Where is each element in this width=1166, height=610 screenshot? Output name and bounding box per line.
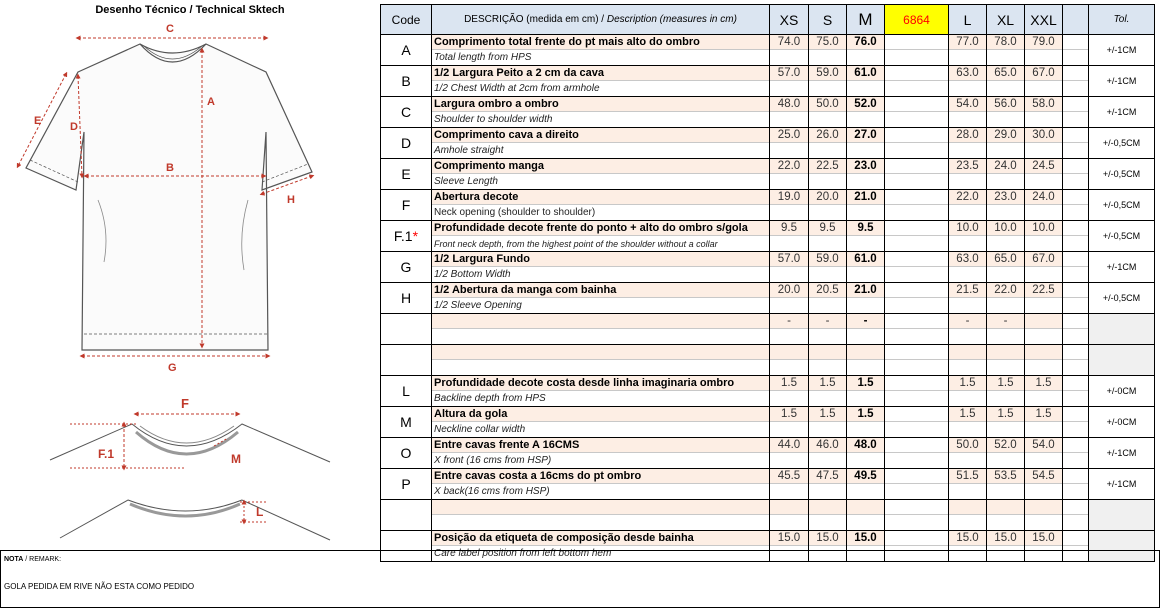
row-tolerance [1089, 500, 1155, 531]
value-cell-xxl: 24.5 [1025, 159, 1063, 190]
value-cell-s: 9.5 [809, 221, 847, 252]
value-cell-l: - [949, 314, 987, 345]
value-cell-blank [1063, 221, 1089, 252]
value-cell-style [885, 128, 949, 159]
value-cell-s: 47.5 [809, 469, 847, 500]
value-cell-style [885, 35, 949, 66]
value-cell-m: 1.5 [847, 376, 885, 407]
value-cell-s: - [809, 314, 847, 345]
row-description [432, 469, 770, 500]
value-cell-blank [1063, 252, 1089, 283]
value-cell-m: 48.0 [847, 438, 885, 469]
value-cell-style [885, 221, 949, 252]
value-cell-xl: 23.0 [987, 190, 1025, 221]
value-cell-blank [1063, 438, 1089, 469]
value-cell-s: 1.5 [809, 407, 847, 438]
row-tolerance: +/-0,5CM [1089, 128, 1155, 159]
description-en: X back(16 cms from HSP) [434, 486, 550, 497]
value-cell-xs: 74.0 [770, 35, 809, 66]
row-tolerance: +/-1CM [1089, 66, 1155, 97]
label-f: F [181, 396, 189, 411]
value-cell-xs [770, 345, 809, 376]
row-description [432, 500, 770, 531]
row-tolerance: +/-1CM [1089, 35, 1155, 66]
value-cell-xl: 15.0 [987, 531, 1025, 562]
row-description [432, 376, 770, 407]
value-cell-l: 54.0 [949, 97, 987, 128]
row-description [432, 283, 770, 314]
table-row [381, 252, 1155, 283]
description-en: Care label position from left bottom hem [434, 548, 612, 559]
row-tolerance: +/-0CM [1089, 376, 1155, 407]
header-size-xl: XL [987, 5, 1025, 35]
description-pt: Entre cavas costa a 16cms do pt ombro [432, 469, 769, 484]
row-description [432, 35, 770, 66]
value-cell-m: 52.0 [847, 97, 885, 128]
value-cell-s: 20.0 [809, 190, 847, 221]
value-cell-xl: - [987, 314, 1025, 345]
value-cell-s: 75.0 [809, 35, 847, 66]
row-description [432, 438, 770, 469]
value-cell-xl: 1.5 [987, 376, 1025, 407]
description-pt: Profundidade decote frente do ponto + alto do ombro s/gola [432, 221, 769, 236]
value-cell-xxl: 10.0 [1025, 221, 1063, 252]
value-cell-xxl: 24.0 [1025, 190, 1063, 221]
description-en: 1/2 Sleeve Opening [434, 300, 522, 311]
row-tolerance [1089, 345, 1155, 376]
description-en [432, 329, 769, 344]
value-cell-xxl [1025, 314, 1063, 345]
value-cell-style [885, 252, 949, 283]
row-code: P [381, 469, 432, 500]
description-en: Total length from HPS [434, 52, 532, 63]
table-row [381, 159, 1155, 190]
row-tolerance: +/-1CM [1089, 252, 1155, 283]
value-cell-xl: 52.0 [987, 438, 1025, 469]
value-cell-l: 77.0 [949, 35, 987, 66]
table-row [381, 35, 1155, 66]
description-pt: Posição da etiqueta de composição desde bainha [432, 531, 769, 546]
value-cell-style [885, 407, 949, 438]
table-row [381, 97, 1155, 128]
row-description [432, 345, 770, 376]
value-cell-xl: 29.0 [987, 128, 1025, 159]
value-cell-l: 51.5 [949, 469, 987, 500]
header-code: Code [381, 5, 432, 35]
value-cell-m: 9.5 [847, 221, 885, 252]
value-cell-m: 49.5 [847, 469, 885, 500]
row-code [381, 314, 432, 345]
value-cell-m: 27.0 [847, 128, 885, 159]
value-cell-xs: - [770, 314, 809, 345]
value-cell-xxl: 30.0 [1025, 128, 1063, 159]
row-code: O [381, 438, 432, 469]
value-cell-s: 46.0 [809, 438, 847, 469]
value-cell-s: 20.5 [809, 283, 847, 314]
tshirt-technical-sketch [0, 0, 380, 550]
value-cell-s: 59.0 [809, 66, 847, 97]
description-en: Neck opening (shoulder to shoulder) [434, 207, 596, 218]
header-size-xs: XS [770, 5, 809, 35]
table-row [381, 345, 1155, 376]
label-c: C [166, 23, 174, 35]
row-description [432, 128, 770, 159]
table-row [381, 283, 1155, 314]
table-row [381, 314, 1155, 345]
value-cell-m: - [847, 314, 885, 345]
table-row [381, 500, 1155, 531]
value-cell-blank [1063, 314, 1089, 345]
value-cell-blank [1063, 35, 1089, 66]
description-en: Neckline collar width [434, 424, 526, 435]
label-a: A [207, 96, 215, 108]
value-cell-xxl: 67.0 [1025, 66, 1063, 97]
description-en: 1/2 Bottom Width [434, 269, 511, 280]
value-cell-s [809, 500, 847, 531]
value-cell-xxl: 1.5 [1025, 376, 1063, 407]
value-cell-xxl: 79.0 [1025, 35, 1063, 66]
header-size-xxl: XXL [1025, 5, 1063, 35]
value-cell-m: 1.5 [847, 407, 885, 438]
description-pt [432, 314, 769, 329]
description-en [432, 360, 769, 375]
value-cell-style [885, 376, 949, 407]
value-cell-xxl: 1.5 [1025, 407, 1063, 438]
table-row [381, 221, 1155, 252]
row-code: A [381, 35, 432, 66]
tshirt-front-drawing [26, 44, 312, 350]
value-cell-m: 76.0 [847, 35, 885, 66]
value-cell-style [885, 190, 949, 221]
description-pt [432, 500, 769, 515]
header-size-s: S [809, 5, 847, 35]
value-cell-blank [1063, 469, 1089, 500]
value-cell-style [885, 314, 949, 345]
value-cell-blank [1063, 345, 1089, 376]
value-cell-xl: 56.0 [987, 97, 1025, 128]
label-b: B [166, 162, 174, 174]
row-description [432, 221, 770, 252]
value-cell-l: 23.5 [949, 159, 987, 190]
description-en: Amhole straight [434, 145, 504, 156]
table-row [381, 128, 1155, 159]
description-pt [432, 345, 769, 360]
value-cell-xs: 57.0 [770, 66, 809, 97]
header-blank [1063, 5, 1089, 35]
value-cell-l: 1.5 [949, 376, 987, 407]
table-row [381, 438, 1155, 469]
value-cell-l: 1.5 [949, 407, 987, 438]
description-pt: Comprimento manga [432, 159, 769, 174]
row-description [432, 314, 770, 345]
value-cell-style [885, 500, 949, 531]
description-en: X front (16 cms from HSP) [434, 455, 552, 466]
value-cell-xs: 22.0 [770, 159, 809, 190]
value-cell-m: 15.0 [847, 531, 885, 562]
description-en: Sleeve Length [434, 176, 498, 187]
value-cell-m: 21.0 [847, 283, 885, 314]
table-row [381, 376, 1155, 407]
row-code: F.1* [381, 221, 432, 252]
value-cell-xl: 65.0 [987, 252, 1025, 283]
measurement-spec-table [380, 4, 1155, 562]
header-description: DESCRIÇÃO (medida em cm) / Description (measures in cm) [432, 5, 770, 35]
value-cell-blank [1063, 159, 1089, 190]
value-cell-l: 63.0 [949, 66, 987, 97]
notes-text: GOLA PEDIDA EM RIVE NÃO ESTA COMO PEDIDO [4, 582, 195, 591]
value-cell-l: 28.0 [949, 128, 987, 159]
value-cell-blank [1063, 66, 1089, 97]
value-cell-blank [1063, 500, 1089, 531]
value-cell-xs: 19.0 [770, 190, 809, 221]
back-neck-detail-drawing [60, 500, 330, 540]
row-description [432, 159, 770, 190]
table-row [381, 407, 1155, 438]
value-cell-style [885, 159, 949, 190]
sketch-title: Desenho Técnico / Technical Sktech [95, 4, 285, 16]
value-cell-xl: 53.5 [987, 469, 1025, 500]
value-cell-xxl: 54.0 [1025, 438, 1063, 469]
label-f1: F.1 [98, 447, 115, 461]
value-cell-xxl [1025, 345, 1063, 376]
value-cell-m: 21.0 [847, 190, 885, 221]
value-cell-xl: 65.0 [987, 66, 1025, 97]
value-cell-l: 22.0 [949, 190, 987, 221]
value-cell-s: 15.0 [809, 531, 847, 562]
value-cell-xxl [1025, 500, 1063, 531]
value-cell-xxl: 22.5 [1025, 283, 1063, 314]
header-size-m: M [847, 5, 885, 35]
value-cell-xxl: 67.0 [1025, 252, 1063, 283]
value-cell-style [885, 66, 949, 97]
value-cell-xxl: 15.0 [1025, 531, 1063, 562]
row-code: D [381, 128, 432, 159]
description-pt: 1/2 Largura Fundo [432, 252, 769, 267]
description-pt: 1/2 Abertura da manga com bainha [432, 283, 769, 298]
value-cell-xs: 20.0 [770, 283, 809, 314]
value-cell-xxl: 54.5 [1025, 469, 1063, 500]
row-description [432, 252, 770, 283]
row-tolerance: +/-1CM [1089, 97, 1155, 128]
value-cell-m [847, 345, 885, 376]
description-pt: Largura ombro a ombro [432, 97, 769, 112]
value-cell-style [885, 97, 949, 128]
value-cell-l [949, 500, 987, 531]
value-cell-s: 50.0 [809, 97, 847, 128]
value-cell-l [949, 345, 987, 376]
table-row [381, 469, 1155, 500]
description-pt: Comprimento cava a direito [432, 128, 769, 143]
description-pt: Entre cavas frente A 16CMS [432, 438, 769, 453]
value-cell-m [847, 500, 885, 531]
value-cell-blank [1063, 283, 1089, 314]
row-tolerance: +/-0CM [1089, 407, 1155, 438]
value-cell-xs: 1.5 [770, 407, 809, 438]
row-code: H [381, 283, 432, 314]
label-e: E [34, 115, 42, 127]
value-cell-style [885, 283, 949, 314]
value-cell-m: 61.0 [847, 252, 885, 283]
description-pt: Altura da gola [432, 407, 769, 422]
description-pt: Abertura decote [432, 190, 769, 205]
table-header-row [381, 5, 1155, 35]
front-neck-detail-drawing [50, 424, 330, 462]
value-cell-xs: 1.5 [770, 376, 809, 407]
row-code: M [381, 407, 432, 438]
description-en: Backline depth from HPS [434, 393, 546, 404]
value-cell-style [885, 345, 949, 376]
label-h: H [287, 194, 295, 206]
value-cell-blank [1063, 128, 1089, 159]
value-cell-s: 22.5 [809, 159, 847, 190]
description-pt: Profundidade decote costa desde linha imaginaria ombro [432, 376, 769, 391]
table-row [381, 66, 1155, 97]
value-cell-m: 61.0 [847, 66, 885, 97]
header-tolerance: Tol. [1089, 5, 1155, 35]
table-row [381, 190, 1155, 221]
label-l: L [256, 505, 264, 519]
value-cell-xs: 9.5 [770, 221, 809, 252]
row-code [381, 500, 432, 531]
value-cell-s: 26.0 [809, 128, 847, 159]
value-cell-xs: 15.0 [770, 531, 809, 562]
row-tolerance: +/-1CM [1089, 438, 1155, 469]
value-cell-xl: 24.0 [987, 159, 1025, 190]
header-size-l: L [949, 5, 987, 35]
value-cell-l: 50.0 [949, 438, 987, 469]
row-description [432, 190, 770, 221]
notes-box [0, 550, 1160, 608]
row-tolerance: +/-0,5CM [1089, 190, 1155, 221]
row-code: L [381, 376, 432, 407]
row-description [432, 97, 770, 128]
value-cell-style [885, 438, 949, 469]
row-code: C [381, 97, 432, 128]
description-en [432, 515, 769, 530]
value-cell-xl: 1.5 [987, 407, 1025, 438]
row-code: E [381, 159, 432, 190]
value-cell-s: 1.5 [809, 376, 847, 407]
header-style-number: 6864 [885, 5, 949, 35]
value-cell-m: 23.0 [847, 159, 885, 190]
value-cell-xxl: 58.0 [1025, 97, 1063, 128]
value-cell-xs: 57.0 [770, 252, 809, 283]
description-en: Shoulder to shoulder width [434, 114, 553, 125]
value-cell-xl [987, 345, 1025, 376]
row-code [381, 345, 432, 376]
description-en: 1/2 Chest Width at 2cm from armhole [434, 83, 600, 94]
row-code: B [381, 66, 432, 97]
value-cell-style [885, 469, 949, 500]
value-cell-l: 15.0 [949, 531, 987, 562]
row-tolerance: +/-0,5CM [1089, 159, 1155, 190]
value-cell-l: 10.0 [949, 221, 987, 252]
value-cell-s: 59.0 [809, 252, 847, 283]
value-cell-xl: 78.0 [987, 35, 1025, 66]
label-m: M [231, 452, 241, 466]
row-tolerance [1089, 314, 1155, 345]
notes-label: NOTA / REMARK: [4, 556, 62, 563]
value-cell-l: 63.0 [949, 252, 987, 283]
label-g: G [168, 362, 177, 374]
value-cell-xs: 44.0 [770, 438, 809, 469]
value-cell-blank [1063, 376, 1089, 407]
value-cell-blank [1063, 190, 1089, 221]
row-code: G [381, 252, 432, 283]
description-en: Front neck depth, from the highest point of the shoulder without a collar [434, 239, 718, 249]
row-tolerance: +/-1CM [1089, 469, 1155, 500]
description-pt: 1/2 Largura Peito a 2 cm da cava [432, 66, 769, 81]
value-cell-xl [987, 500, 1025, 531]
value-cell-xl: 10.0 [987, 221, 1025, 252]
value-cell-xl: 22.0 [987, 283, 1025, 314]
description-pt: Comprimento total frente do pt mais alto do ombro [432, 35, 769, 50]
value-cell-blank [1063, 407, 1089, 438]
value-cell-xs: 48.0 [770, 97, 809, 128]
value-cell-l: 21.5 [949, 283, 987, 314]
row-code: F [381, 190, 432, 221]
technical-sketch-panel [0, 0, 380, 550]
row-description [432, 407, 770, 438]
row-tolerance: +/-0,5CM [1089, 283, 1155, 314]
value-cell-s [809, 345, 847, 376]
row-description [432, 66, 770, 97]
value-cell-blank [1063, 97, 1089, 128]
required-star-icon: * [412, 228, 419, 244]
label-d: D [70, 121, 78, 133]
value-cell-xs: 45.5 [770, 469, 809, 500]
row-tolerance: +/-0,5CM [1089, 221, 1155, 252]
value-cell-xs: 25.0 [770, 128, 809, 159]
value-cell-xs [770, 500, 809, 531]
